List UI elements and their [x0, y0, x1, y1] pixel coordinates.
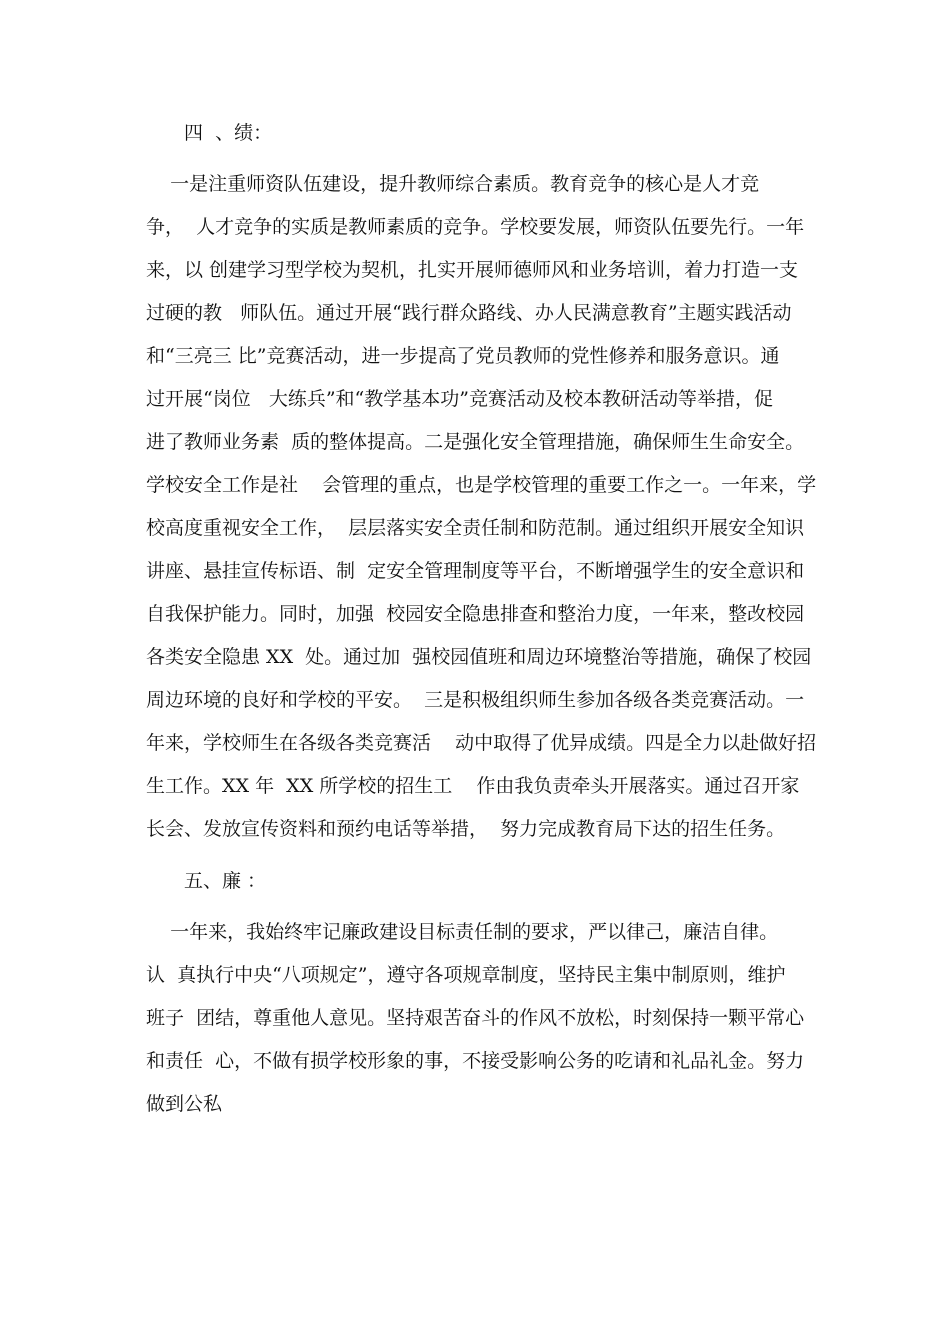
- paragraph-line: 年来，学校师生在各级各类竞赛活 动中取得了优异成绩。四是全力以赴做好招: [146, 732, 817, 754]
- paragraph-line: 一是注重师资队伍建设，提升教师综合素质。教育竞争的核心是人才竞: [146, 173, 760, 195]
- paragraph-line: 班子 团结，尊重他人意见。坚持艰苦奋斗的作风不放松，时刻保持一颗平常心: [146, 1007, 805, 1029]
- paragraph-line: 争， 人才竞争的实质是教师素质的竞争。学校要发展，师资队伍要先行。一年: [146, 216, 805, 238]
- paragraph-line: 自我保护能力。同时，加强 校园安全隐患排查和整治力度，一年来，整改校园: [146, 603, 805, 625]
- paragraph-line: 做到公私: [146, 1093, 223, 1115]
- paragraph-line: 长会、发放宣传资料和预约电话等举措， 努力完成教育局下达的招生任务。: [146, 818, 786, 840]
- paragraph-line: 讲座、悬挂宣传标语、制 定安全管理制度等平台，不断增强学生的安全意识和: [146, 560, 805, 582]
- paragraph-line: 来，以 创建学习型学校为契机，扎实开展师德师风和业务培训，着力打造一支: [146, 259, 799, 281]
- paragraph-line: 和“三亮三 比”竞赛活动，进一步提高了党员教师的党性修养和服务意识。通: [146, 345, 780, 367]
- paragraph-line: 周边环境的良好和学校的平安。 三是积极组织师生参加各级各类竞赛活动。一: [146, 689, 805, 711]
- section-heading-integrity: 五、廉 ：: [184, 870, 267, 892]
- paragraph-line: 学校安全工作是社 会管理的重点，也是学校管理的重要工作之一。一年来，学: [146, 474, 817, 496]
- paragraph-line: 进了教师业务素 质的整体提高。二是强化安全管理措施，确保师生生命安全。: [146, 431, 805, 453]
- paragraph-line: 过开展“岗位 大练兵”和“教学基本功”竞赛活动及校本教研活动等举措，促: [146, 388, 773, 410]
- paragraph-line: 过硬的教 师队伍。通过开展“践行群众路线、办人民满意教育”主题实践活动: [146, 302, 792, 324]
- section-heading-performance: 四 、绩：: [184, 122, 273, 144]
- paragraph-line: 一年来，我始终牢记廉政建设目标责任制的要求，严以律己，廉洁自律。: [146, 921, 779, 943]
- paragraph-line: 和责任 心，不做有损学校形象的事，不接受影响公务的吃请和礼品礼金。努力: [146, 1050, 805, 1072]
- paragraph-line: 校高度重视安全工作， 层层落实安全责任制和防范制。通过组织开展安全知识: [146, 517, 805, 539]
- paragraph-line: 生工作。XX 年 XX 所学校的招生工 作由我负责牵头开展落实。通过召开家: [146, 775, 800, 797]
- paragraph-line: 认 真执行中央“八项规定”，遵守各项规章制度，坚持民主集中制原则，维护: [146, 964, 786, 986]
- paragraph-line: 各类安全隐患 XX 处。通过加 强校园值班和周边环境整治等措施，确保了校园: [146, 646, 812, 668]
